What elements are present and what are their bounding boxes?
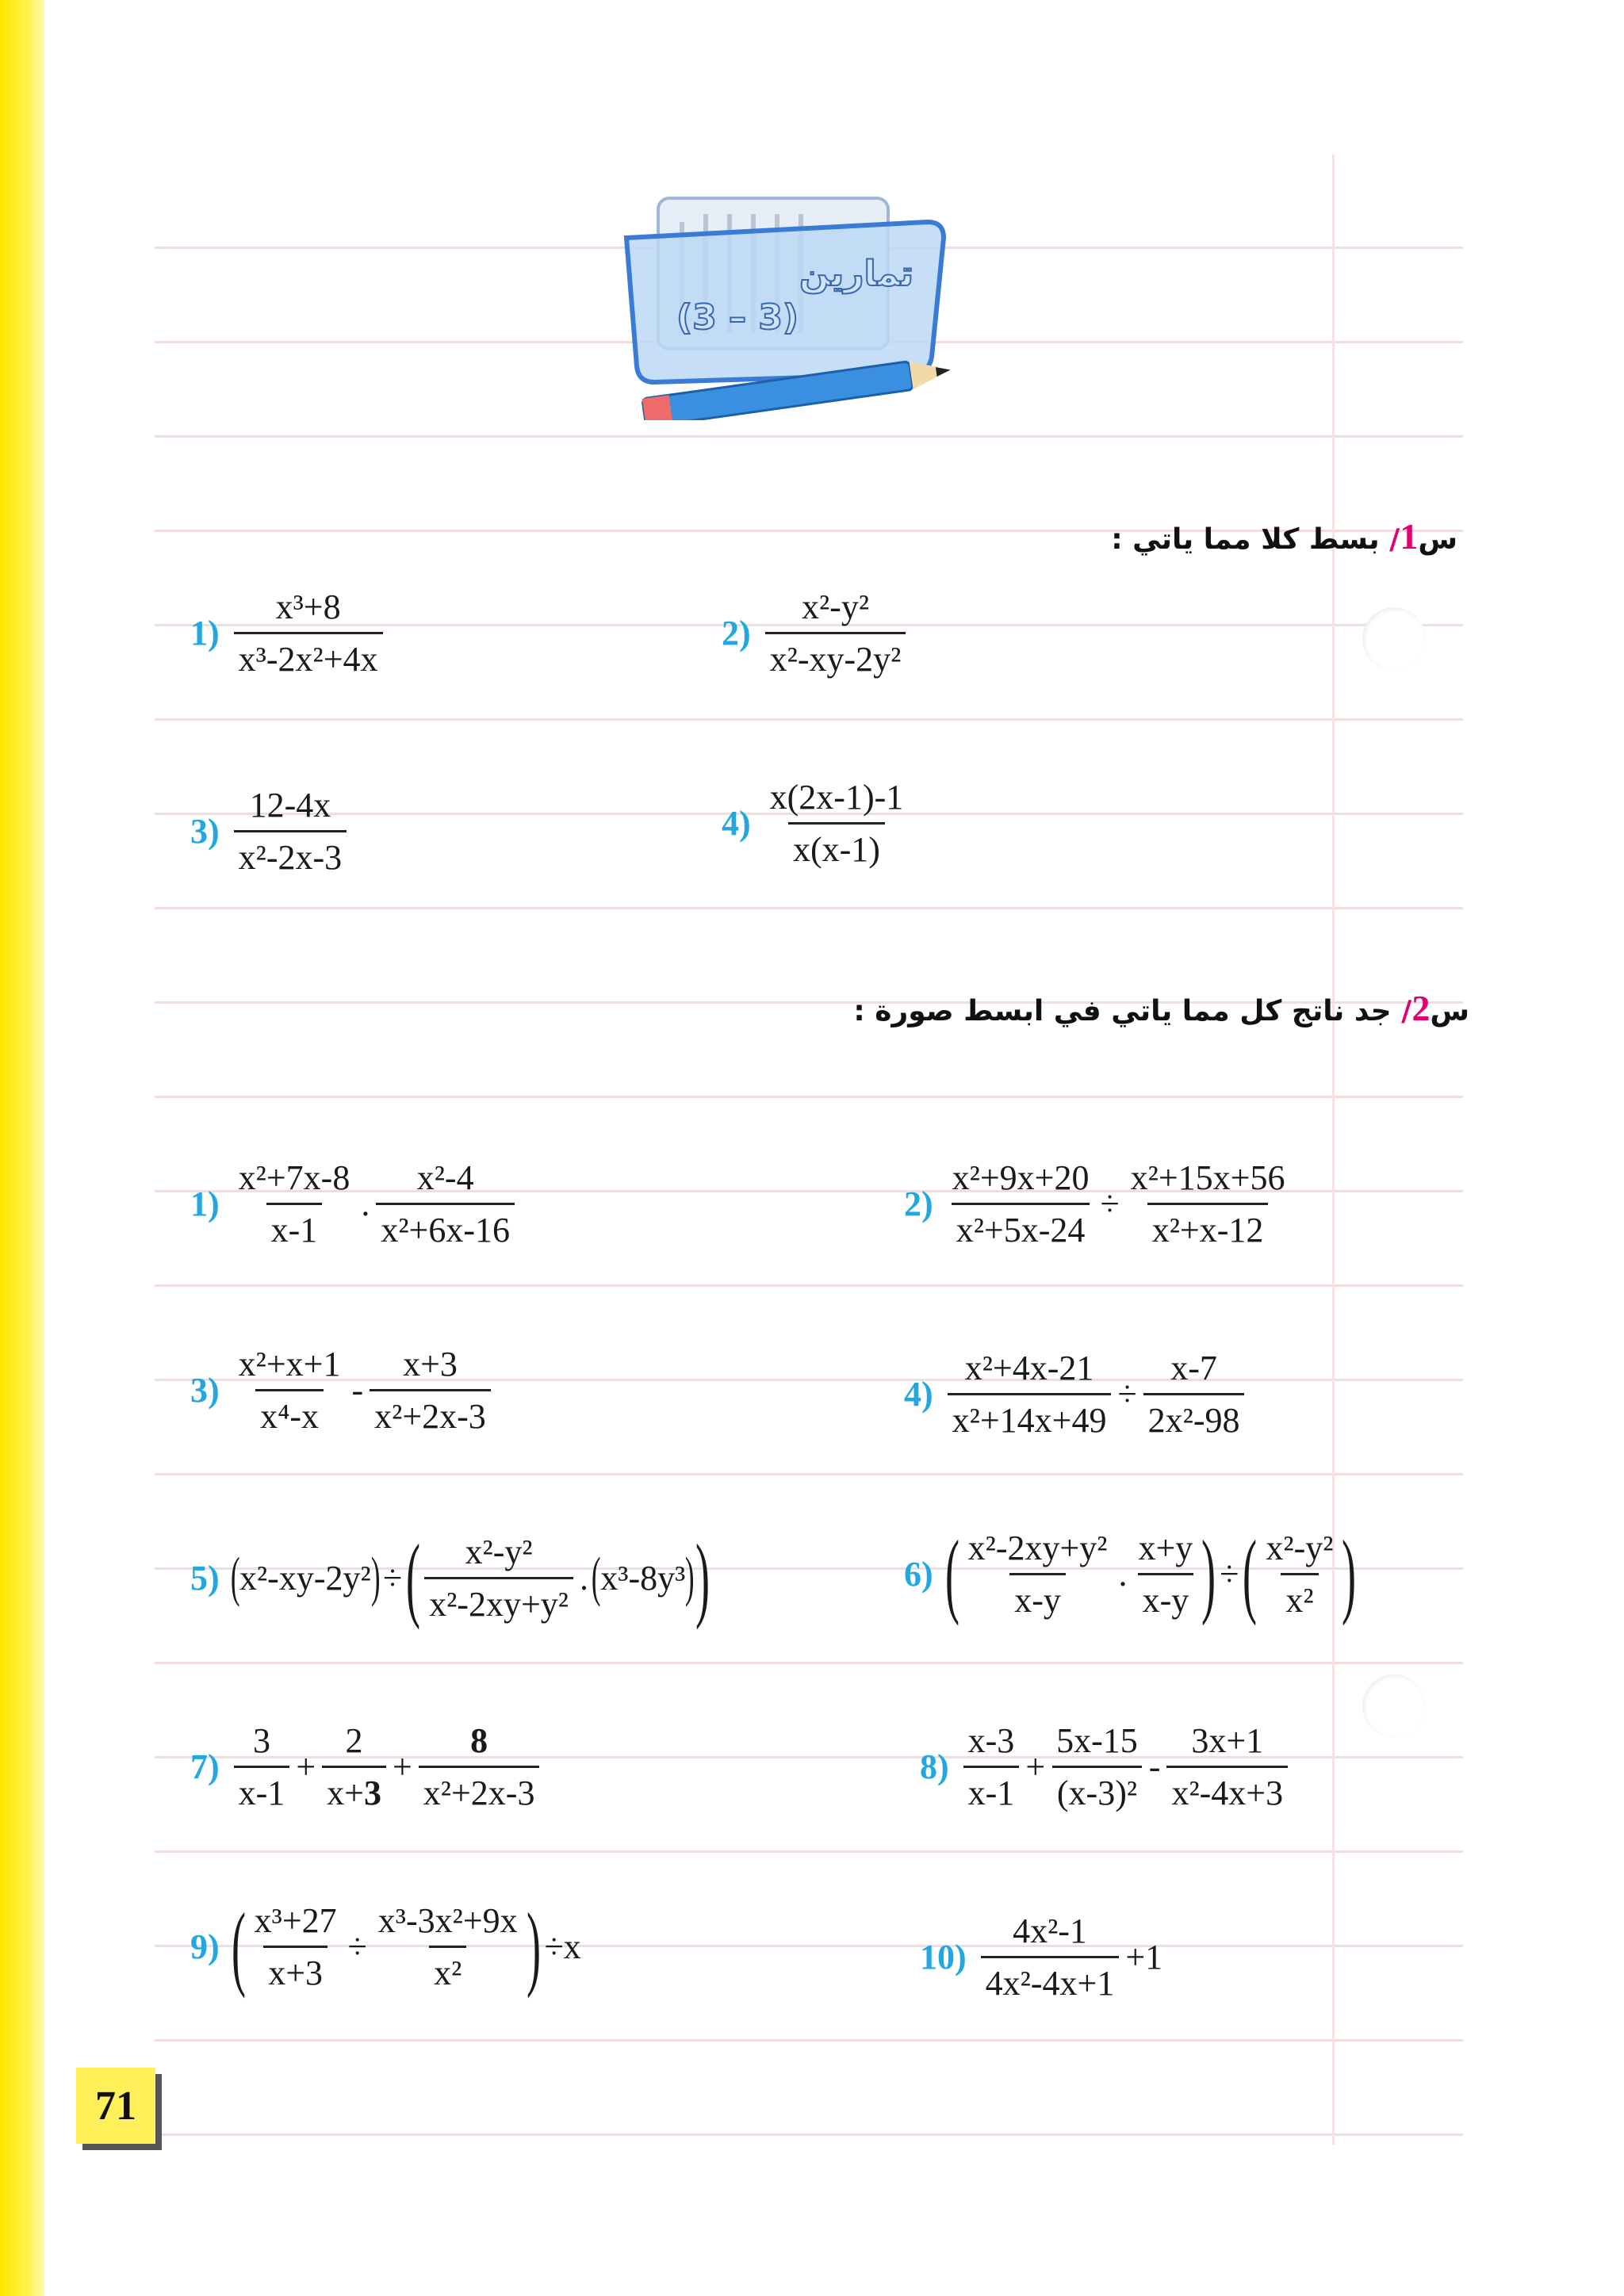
fraction: $\frac{\text{x³+8}}{\text{x³-2x²+4x}}$ bbox=[234, 587, 383, 679]
page-number: 71 bbox=[76, 2068, 155, 2144]
fraction: $\frac{x(2x-1)-1}{x(x-1)}$ bbox=[769, 778, 904, 869]
q2-item-7: 7) $\frac{3}{x-1}$ + $\frac{2}{x+3}$ + $\frac{8}{\text{x²+2x-3}}$ bbox=[190, 1720, 542, 1813]
q2-item-8: 8) $\frac{x-3}{x-1}$ + $\frac{5x-15}{\text{(x-3)²}}$ - $\frac{3x+1}{\text{x²-4x+3}}$ bbox=[920, 1720, 1291, 1813]
notebook-paper bbox=[155, 155, 1463, 2145]
q2-item-2: 2) $\frac{\text{x²+9x+20}}{\text{x²+5x-24}}$ ÷ $\frac{\text{x²+15x+56}}{\text{x²+x-12}}$ bbox=[904, 1158, 1285, 1249]
binder-hole bbox=[1362, 607, 1426, 671]
question-1-header: س1/ بسط كلا مما ياتي : bbox=[1111, 516, 1457, 557]
binder-hole bbox=[1362, 1674, 1426, 1738]
fraction: $\frac{\text{x²-y²}}{\text{x²-xy-2y²}}$ bbox=[765, 587, 906, 679]
question-2-header: س2/ جد ناتج كل مما ياتي في ابسط صورة : bbox=[853, 988, 1469, 1028]
q2-item-10: 10) $\frac{\text{4x²-1}}{\text{4x²-4x+1}}$ +1 bbox=[920, 1911, 1163, 2003]
exercises-badge-icon bbox=[611, 174, 983, 420]
q2-item-5: 5) ( x²-xy-2y² ) ÷ ( $\frac{\text{x²-y²}}{\text{x²-2xy+y²}}$ . ( x³-8y³ ) ) bbox=[190, 1525, 710, 1630]
q1-item-3: 3) $\frac{12-4x}{\text{x²-2x-3}}$ bbox=[190, 785, 350, 878]
q1-item-1: 1) $\frac{\text{x³+8}}{\text{x³-2x²+4x}}$ bbox=[190, 587, 386, 679]
q2-item-6: 6) ( $\frac{\text{x²-2xy+y²}}{x-y}$ . $\frac{x+y}{x-y}$ ) ÷ ( $\frac{\text{x²-y²}}{\text{x²}}$ ) bbox=[904, 1521, 1357, 1626]
q1-item-4: 4) $\frac{x(2x-1)-1}{x(x-1)}$ bbox=[722, 777, 911, 870]
q2-item-1: 1) $\frac{\text{x²+7x-8}}{x-1}$ . $\frac{\text{x²-4}}{\text{x²+6x-16}}$ bbox=[190, 1158, 518, 1250]
margin-line bbox=[1332, 155, 1335, 2145]
q1-item-2: 2) $\frac{\text{x²-y²}}{\text{x²-xy-2y²}}$ bbox=[722, 587, 909, 679]
q2-item-3: 3) $\frac{\text{x²+x+1}}{\text{x⁴-x}}$ - $\frac{x+3}{\text{x²+2x-3}}$ bbox=[190, 1344, 494, 1437]
yellow-page-edge bbox=[0, 0, 44, 2296]
q2-item-4: 4) $\frac{\text{x²+4x-21}}{\text{x²+14x+49}}$ ÷ $\frac{x-7}{\text{2x²-98}}$ bbox=[904, 1348, 1247, 1441]
badge-range: (3 – 3) bbox=[676, 297, 799, 338]
badge-title: تمارين bbox=[799, 254, 914, 294]
fraction: $\frac{12-4x}{\text{x²-2x-3}}$ bbox=[234, 785, 347, 878]
q2-item-9: 9) ( $\frac{\text{x³+27}}{x+3}$ ÷ $\frac{\text{x³-3x²+9x}}{\text{x²}}$ ) ÷x bbox=[190, 1893, 581, 1999]
